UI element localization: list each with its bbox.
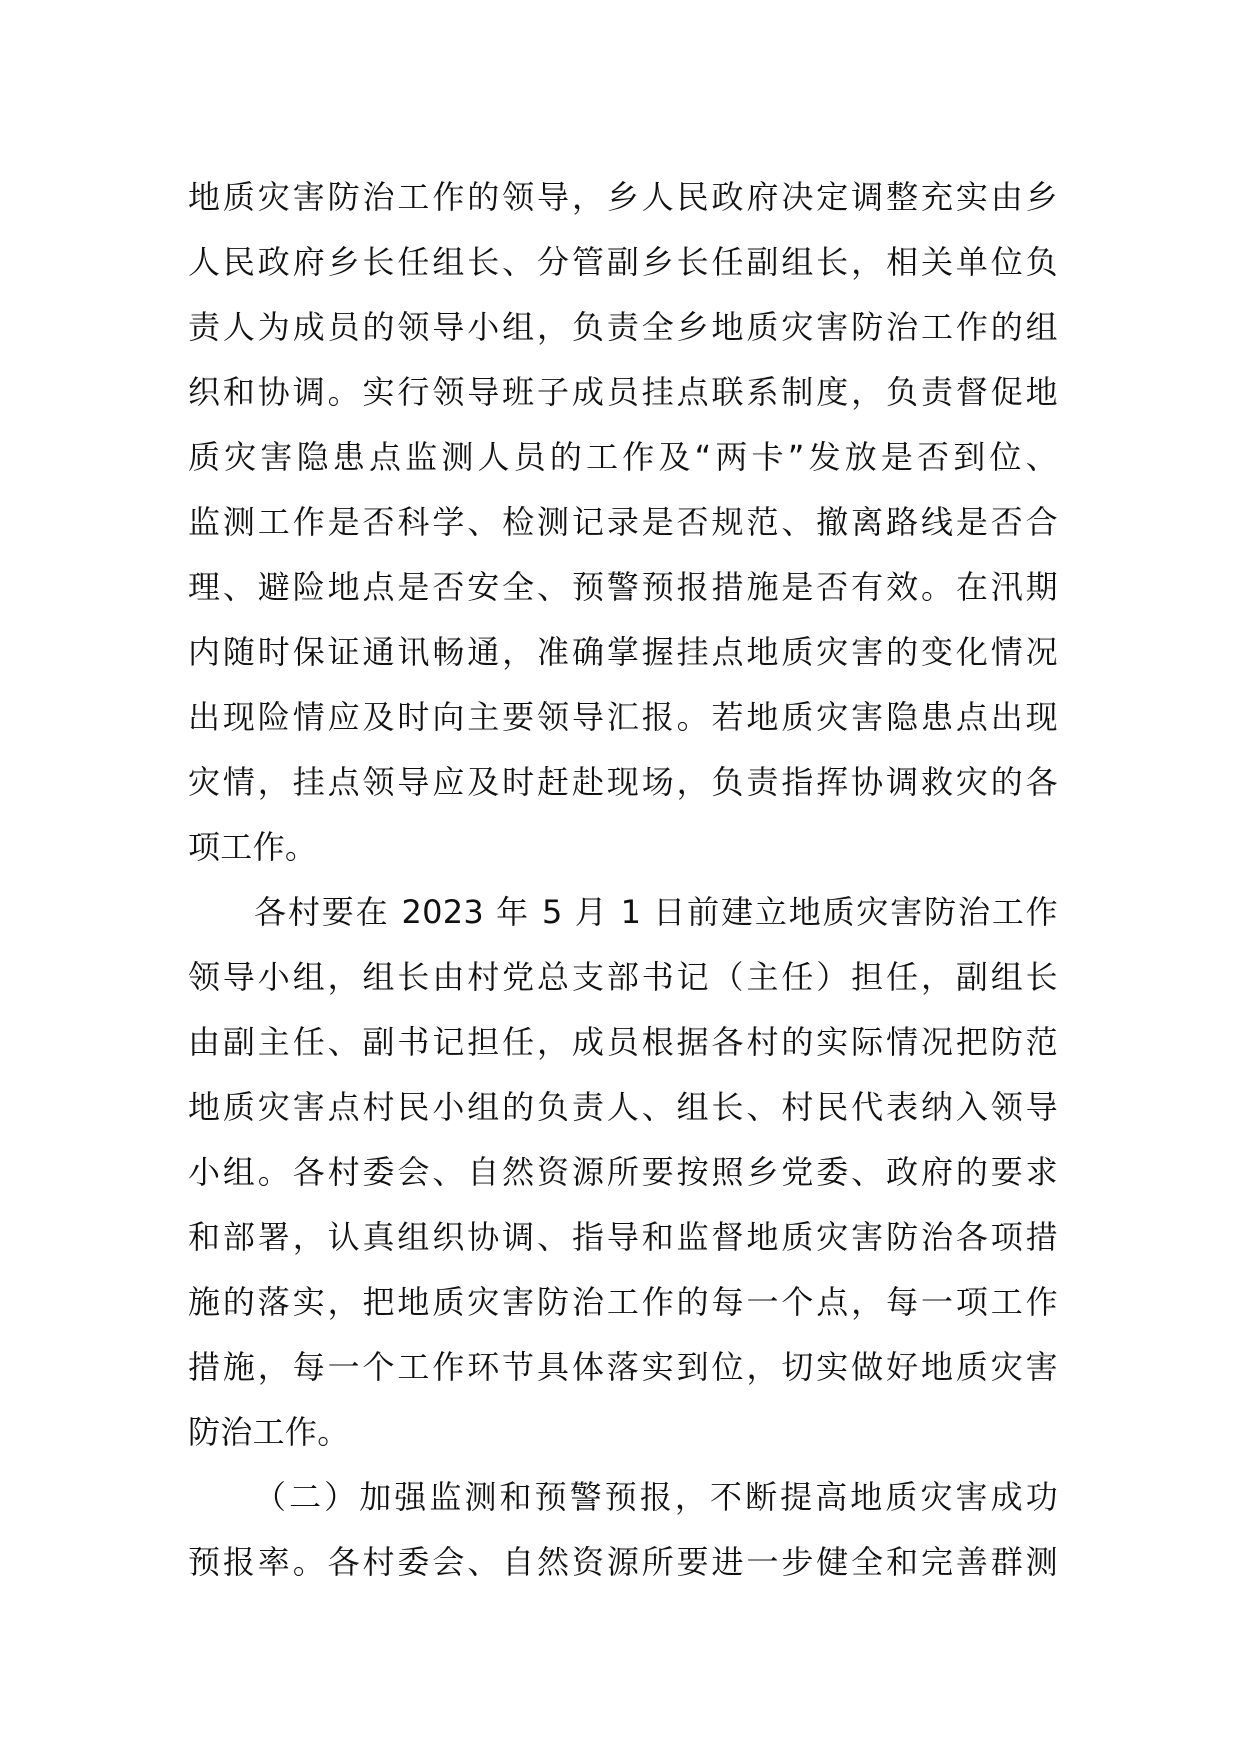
text-line: 施的落实，把地质灾害防治工作的每一个点，每一项工作 bbox=[188, 1283, 1058, 1321]
text-line: 由副主任、副书记担任，成员根据各村的实际情况把防范 bbox=[188, 1023, 1058, 1061]
text-line: 内随时保证通讯畅通，准确掌握挂点地质灾害的变化情况 bbox=[188, 633, 1058, 671]
text-line: 质灾害隐患点监测人员的工作及“两卡”发放是否到位、 bbox=[188, 438, 1058, 476]
text-line: 地质灾害点村民小组的负责人、组长、村民代表纳入领导 bbox=[188, 1088, 1058, 1126]
text-line: 措施，每一个工作环节具体落实到位，切实做好地质灾害 bbox=[188, 1348, 1058, 1386]
text-line: 监测工作是否科学、检测记录是否规范、撤离路线是否合 bbox=[188, 503, 1058, 541]
text-line: 小组。各村委会、自然资源所要按照乡党委、政府的要求 bbox=[188, 1153, 1058, 1191]
text-line: 织和协调。实行领导班子成员挂点联系制度，负责督促地 bbox=[188, 373, 1058, 411]
text-line: 理、避险地点是否安全、预警预报措施是否有效。在汛期 bbox=[188, 568, 1058, 606]
text-line: 防治工作。 bbox=[188, 1413, 350, 1451]
text-line: 出现险情应及时向主要领导汇报。若地质灾害隐患点出现 bbox=[188, 698, 1058, 736]
text-line: 项工作。 bbox=[188, 828, 318, 866]
text-line: 预报率。各村委会、自然资源所要进一步健全和完善群测 bbox=[188, 1543, 1058, 1581]
paragraph-first-line: 各村要在 2023 年 5 月 1 日前建立地质灾害防治工作 bbox=[254, 893, 1058, 931]
text-line: 领导小组，组长由村党总支部书记（主任）担任，副组长 bbox=[188, 958, 1058, 996]
text-line: 和部署，认真组织协调、指导和监督地质灾害防治各项措 bbox=[188, 1218, 1058, 1256]
text-line: 灾情，挂点领导应及时赶赴现场，负责指挥协调救灾的各 bbox=[188, 763, 1058, 801]
section-heading-line: （二）加强监测和预警预报，不断提高地质灾害成功 bbox=[254, 1478, 1058, 1516]
text-line: 责人为成员的领导小组，负责全乡地质灾害防治工作的组 bbox=[188, 308, 1058, 346]
text-line: 地质灾害防治工作的领导，乡人民政府决定调整充实由乡 bbox=[188, 178, 1058, 216]
text-line: 人民政府乡长任组长、分管副乡长任副组长，相关单位负 bbox=[188, 243, 1058, 281]
